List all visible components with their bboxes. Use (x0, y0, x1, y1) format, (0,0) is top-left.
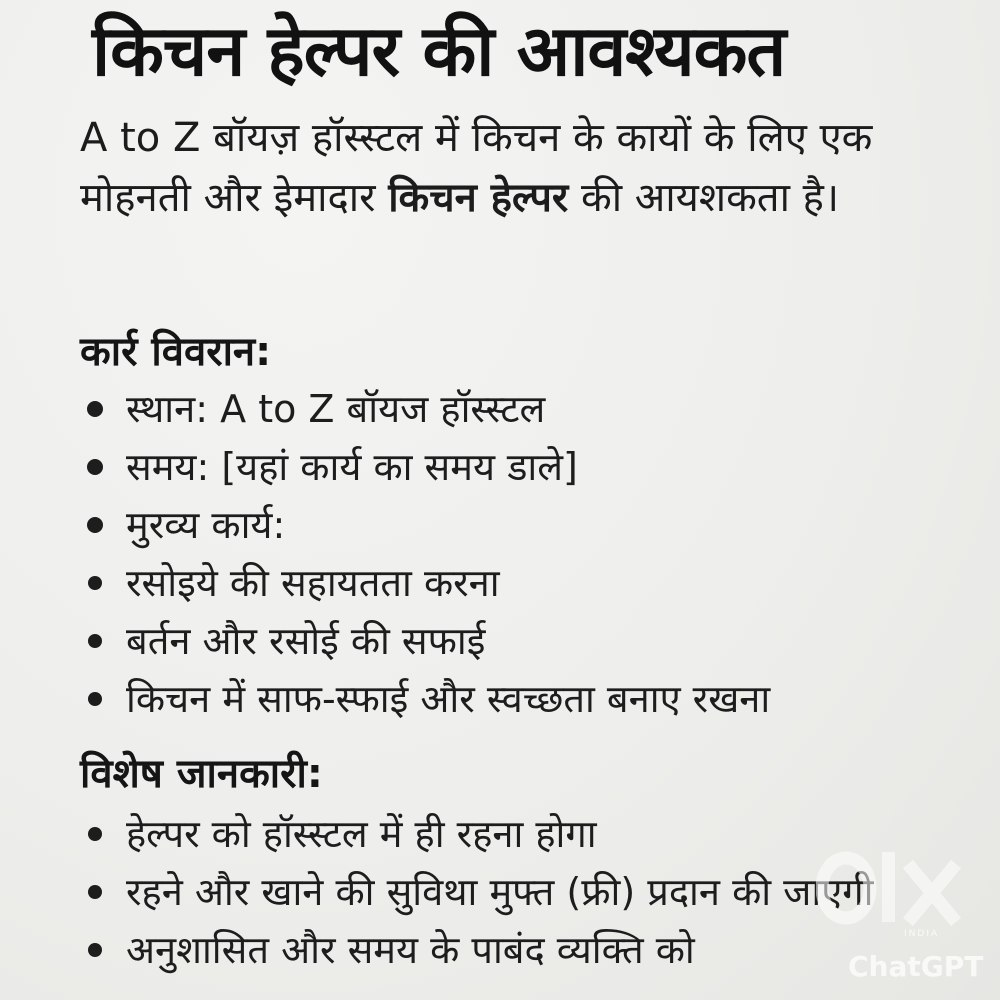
list-item-text: रहने और खाने की सुविथा मुफ्त (फ्री) प्रदान की जाएगी (126, 870, 874, 914)
list-item (84, 612, 770, 670)
list-item-text: समय: [यहां कार्य का समय डाले] (126, 445, 578, 489)
bullet-icon (88, 634, 102, 648)
intro-text-end: की आयशकता है। (568, 175, 840, 221)
list-item (84, 554, 770, 612)
page-title: किचन हेल्पर की आवश्यकत (92, 10, 786, 92)
intro-text: A to Z बॉयज़ हॉस्स्टल में किचन के कायों के लिए एक मोहनती और इेमादार (80, 115, 873, 221)
bullet-icon (88, 692, 102, 706)
intro-bold-text: किचन हेल्पर (388, 175, 569, 221)
list-item-text: रसोइये की सहायतता करना (126, 561, 500, 605)
list-item-text: मुरव्य कार्य: (126, 503, 286, 547)
list-item (84, 863, 873, 921)
special-info-heading: विशेष जानकारी: (80, 751, 323, 797)
chatgpt-watermark: ChatGPT (848, 950, 984, 983)
bullet-icon (88, 885, 102, 899)
olx-india-watermark: INDIA (904, 929, 940, 939)
list-item-text: हेल्पर को हॉस्स्टल में ही रहना होगा (126, 812, 597, 856)
list-item-text: स्थान: A to Z बॉयज हॉस्स्टल (126, 387, 546, 431)
special-info-list (84, 805, 873, 979)
list-item (84, 380, 770, 438)
list-item-text: किचन में साफ-स्फाई और स्वच्छता बनाए रखना (126, 677, 771, 721)
list-item (84, 438, 770, 496)
list-item (84, 805, 873, 863)
bullet-icon (87, 401, 103, 417)
list-item-text: बर्तन और रसोई की सफाई (126, 619, 486, 663)
bullet-icon (88, 827, 102, 841)
job-details-heading: कार्र विवरान: (80, 329, 272, 375)
olx-logo-icon (816, 848, 966, 928)
list-item (84, 496, 770, 554)
intro-paragraph (80, 108, 980, 228)
bullet-icon (88, 943, 102, 957)
list-item (84, 670, 770, 728)
bullet-icon (88, 576, 102, 590)
list-item-text: अनुशासित और समय के पाबंद व्यक्ति को (126, 928, 695, 972)
bullet-icon (87, 459, 103, 475)
list-item (84, 921, 873, 979)
bullet-icon (87, 517, 103, 533)
job-details-list (84, 380, 770, 728)
